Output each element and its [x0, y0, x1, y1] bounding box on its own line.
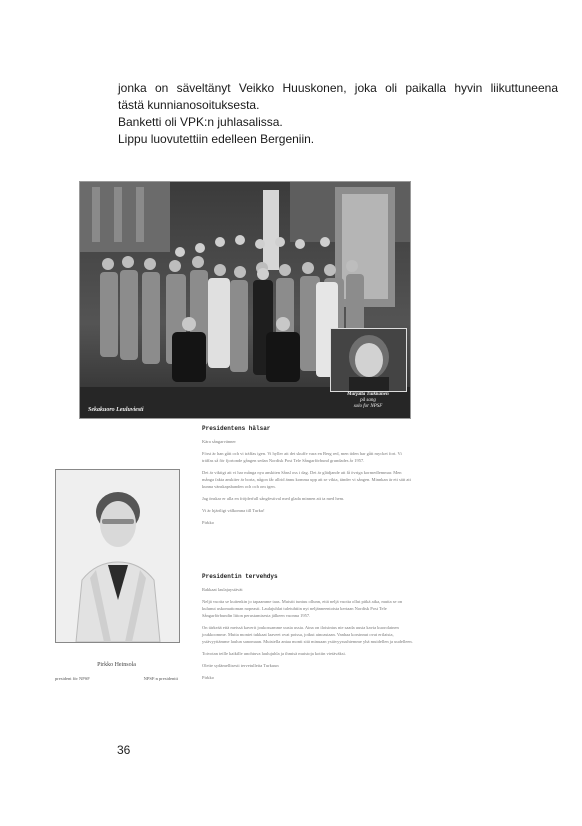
paragraph: Toivotan teille kaikille unohtuva laulujuhla ja ihmisä muistoja kotiin vietäväksi. [202, 651, 346, 656]
paragraph: Jag önskar er alla en fröjderfull sångfestival med glada minnen att ta med hem. [202, 496, 345, 501]
inset-caption [332, 392, 404, 410]
portrait-sub-right: NPSF:n presidentti [143, 676, 178, 681]
inset-line: solo for NPSF [353, 404, 383, 409]
paragraph: Neljä vuotta se kuitenkin jo tapaamme taas. Muistit tuntuu ollunn, että neljä vuotta ollut pitkä aika, mutta se on kulunut uskomattoman nopeasti. Laulajuhlat tuletuhtiin nyt neljänneentoista kertaan Nordisk Post Tele Sångarförbundin liiton perustamisesta jälkeen vuonna 1957. [202, 599, 403, 618]
intro-line: Banketti oli VPK:n juhlasalissa. [118, 115, 283, 129]
page-number: 36 [117, 743, 131, 757]
paragraph: Pirkko [202, 520, 215, 525]
intro-line: jonka on säveltänyt Veikko Huuskonen, joka oli paikalla hyvin liikuttuneena [118, 81, 558, 95]
paragraph: Olette sydämellisesti tervetulleita Turkuun [202, 663, 279, 668]
paragraph: Vi är hjärtligt välkomna till Turku! [202, 508, 265, 513]
intro-text [118, 80, 558, 148]
paragraph: Pirkko [202, 675, 215, 680]
intro-line: Lippu luovutettiin edelleen Bergeniin. [118, 132, 315, 146]
paragraph: Rakkaat laulajaystävät [202, 587, 243, 592]
portrait-photo [55, 469, 180, 643]
section-heading: Presidentin tervehdys [202, 573, 278, 580]
photo-caption: Sekakuoro Leuluviesti [88, 407, 144, 413]
section-heading: Presidentens hälsar [202, 425, 271, 432]
paragraph: Först är han gått och vi träffas igen. Vi hyller att det skuffe vara en Berg red, men tiden har gått mycket fort. Vi träffas så för fjortonde gången sedan Nordisk Post Tele Sångarförbund grundades år 1957. [202, 451, 402, 463]
inset-line: på sang [360, 398, 376, 403]
inset-name: Marjatta Tuikkanen [347, 392, 389, 397]
intro-line: tästä kunnianosoituksesta. [118, 98, 260, 112]
paragraph: Det är viktigt att vi har många nya anskiten Sånsl oss i dag. Det är glädjande att få övriga kormedlemmar. Men många fakta anskiter är borta, någon får allrid ännu komma upp att se vikta, tänder vi sången. Minnkan är ett sätt att kunna vänskapsbanden och och om igen. [202, 470, 411, 489]
paragraph: Kära sångarvänner [202, 439, 236, 444]
portrait-caption: Pirkko Heinsola [97, 662, 136, 668]
inset-photo [330, 328, 407, 392]
paragraph: On tärkeää että meissä kaverit joukossamme uusia ussia. Aina on iloisintus nie saada uusia kavia kuorolainen joukkoomme. Mutta moniet tukkaat laaveet ovat poissa, jotkut ainoastaan. Vanhaa korsinnut ovat erilaisia, ystävyyttämme laulun sanomaan. Muistella antaa monti sitä minuaan ystävyyssuhtemme yhä muidellen ja uudelleen. [202, 625, 413, 644]
section-finnish [202, 573, 414, 686]
section-swedish [202, 425, 414, 531]
portrait-sub-left: president för NPSF [55, 676, 90, 681]
portrait-subcaption [55, 676, 178, 681]
